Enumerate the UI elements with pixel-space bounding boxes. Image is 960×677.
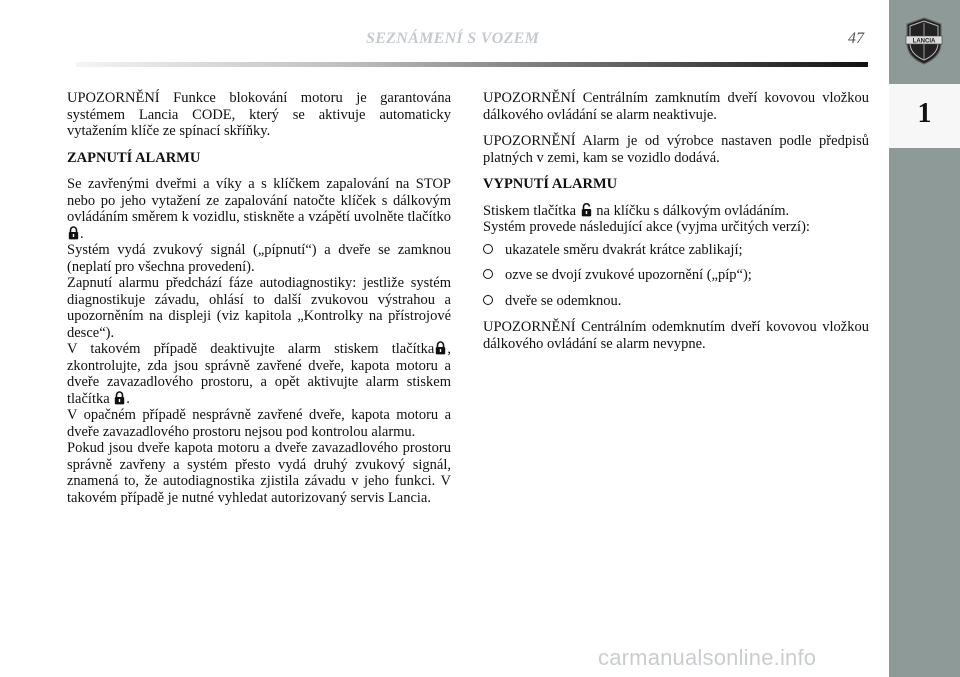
list-item: ozve se dvojí zvukové upozornění („píp“); [483,267,869,284]
svg-text:LANCIA: LANCIA [912,38,936,45]
padlock-open-icon [581,203,592,217]
circle-bullet-icon [483,244,493,254]
list-item: ukazatele směru dvakrát krátce zablikají; [483,242,869,259]
paragraph-fault: Pokud jsou dveře kapota motoru a dveře zavazadlového prostoru správně zavřeny a systém přesto vydá druhý zvukový signál, znamená to, že autodiagnostika zjistila závadu v jeho funkci. V takovém případě je nutné vyhledat autorizovaný servis Lancia. [67,440,451,506]
paragraph-alarm-on-steps: Se zavřenými dveřmi a víky a s klíčkem zapalování na STOP nebo po jeho vytažení ze zapalování natočte klíček s dálkovým ovládáním směrem k vozidlu, stiskněte a vzápětí uvolněte tlačítko . [67,176,451,242]
right-column [483,90,869,362]
page-number: 47 [848,30,864,47]
left-column [67,90,451,506]
watermark: carmanualsonline.info [598,645,817,670]
padlock-closed-icon [114,391,125,405]
chapter-tab[interactable] [889,84,960,148]
paragraph-beep: Systém vydá zvukový signál („pípnutí“) a dveře se zamknou (neplatí pro všechna provedení). [67,242,451,275]
list-item: dveře se odemknou. [483,293,869,310]
padlock-closed-icon [435,341,446,355]
note-central-unlock: UPOZORNĚNÍ Centrálním odemknutím dveří kovovou vložkou dálkového ovládání se alarm nevypne. [483,319,869,352]
circle-bullet-icon [483,295,493,305]
header-rule [76,62,868,67]
action-list [483,242,869,310]
circle-bullet-icon [483,269,493,279]
padlock-closed-icon [68,226,79,240]
heading-alarm-on: ZAPNUTÍ ALARMU [67,149,201,166]
note-factory-setting: UPOZORNĚNÍ Alarm je od výrobce nastaven podle předpisů platných v zemi, kam se vozidlo dodává. [483,133,869,166]
heading-alarm-off: VYPNUTÍ ALARMU [483,176,618,192]
paragraph-self-diagnosis: Zapnutí alarmu předchází fáze autodiagnostiky: jestliže systém diagnostikuje závadu, ohlásí to další zvukovou výstrahou a upozorněním na displeji (viz kapitola „Kontrolky na přístrojové desce“). [67,275,451,341]
paragraph-otherwise: V opačném případě nesprávně zavřené dveře, kapota motoru a dveře zavazadlového prostoru nejsou pod kontrolou alarmu. [67,407,451,440]
paragraph-deactivate-check: V takovém případě deaktivujte alarm stiskem tlačítka , zkontrolujte, zda jsou správně zavřené dveře, kapota motoru a dveře zavazadlového prostoru, a opět aktivujte alarm stiskem tlačítka . [67,341,451,407]
lancia-logo-icon [904,17,944,65]
chapter-number: 1 [917,98,932,129]
section-title: SEZNÁMENÍ S VOZEM [366,30,540,47]
note-engine-block: UPOZORNĚNÍ Funkce blokování motoru je garantována systémem Lancia CODE, který se aktivuje automaticky vytažením klíče ze spínací skříňky. [67,90,451,139]
paragraph-alarm-off-steps: Stiskem tlačítka na klíčku s dálkovým ovládáním. [483,202,790,219]
paragraph-system-actions: Systém provede následující akce (vyjma určitých verzí): [483,219,810,235]
note-central-lock: UPOZORNĚNÍ Centrálním zamknutím dveří kovovou vložkou dálkového ovládání se alarm neaktivuje. [483,90,869,123]
